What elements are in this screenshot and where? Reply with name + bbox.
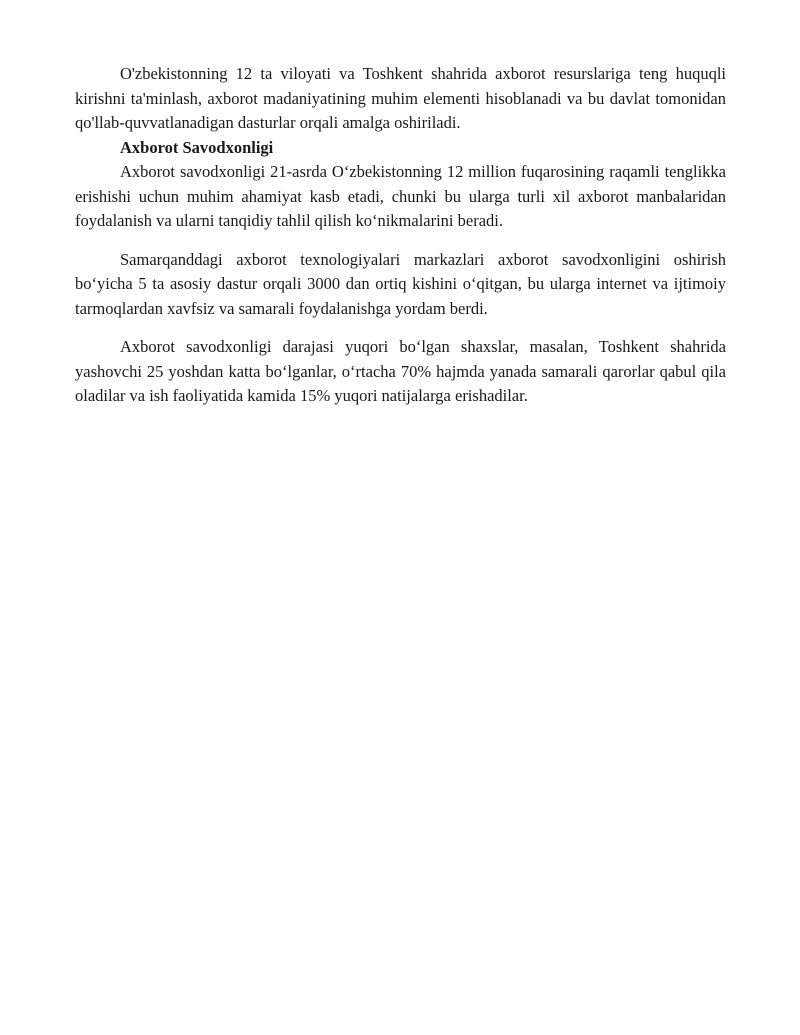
paragraph-samarkand-centers: Samarqanddagi axborot texnologiyalari markazlari axborot savodxonligini oshirish bo‘yicha 5 ta asosiy dastur orqali 3000 dan ortiq kishini o‘qitgan, bu ularga internet va ijtimoiy tarmoqlardan xavfsiz va samarali foydalanishga yordam berdi. bbox=[75, 249, 726, 318]
paragraph-access-resources: O'zbekistonning 12 ta viloyati va Toshkent shahrida axborot resurslariga teng huquqli kirishni ta'minlash, axborot madaniyatining muhim elementi hisoblanadi va bu davlat tomonidan qo'llab-quvvatlanadigan dasturlar orqali amalga oshiriladi. bbox=[75, 64, 726, 132]
document-body bbox=[75, 62, 726, 409]
paragraph-digital-equality: Axborot savodxonligi 21-asrda O‘zbekistonning 12 million fuqarosining raqamli tenglikka erishishi uchun muhim ahamiyat kasb etadi, chunki bu ularga turli xil axborot manbalaridan foydalanish va ularni tanqidiy tahlil qilish ko‘nikmalarini beradi. bbox=[75, 162, 726, 230]
section-heading: Axborot Savodxonligi bbox=[120, 137, 274, 157]
paragraph-literacy-results: Axborot savodxonligi darajasi yuqori bo‘lgan shaxslar, masalan, Toshkent shahrida yashovchi 25 yoshdan katta bo‘lganlar, o‘rtacha 70% hajmda yanada samarali qarorlar qabul qila oladilar va ish faoliyatida kamida 15% yuqori natijalarga erishadilar. bbox=[75, 337, 726, 405]
